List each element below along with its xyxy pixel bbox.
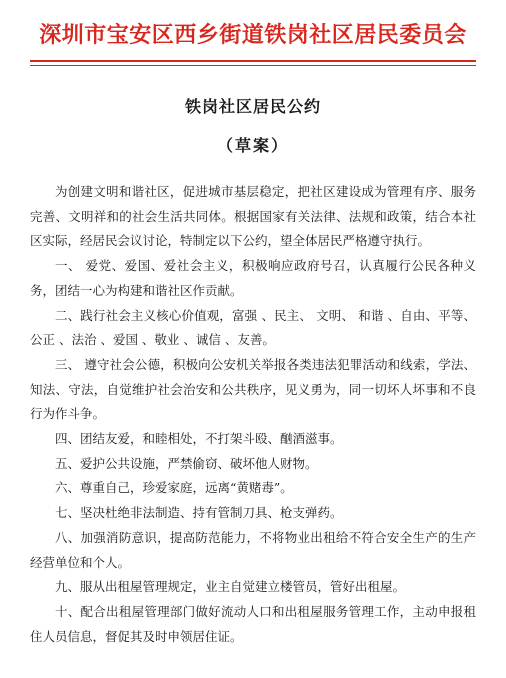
letterhead-org-name: 深圳市宝安区西乡街道铁岗社区居民委员会 [39, 23, 467, 48]
article-1: 一、 爱党、爱国、爱社会主义，积极响应政府号召，认真履行公民各种义务，团结一心为构建和谐社区作贡献。 [30, 258, 476, 298]
letterhead-divider-thick [30, 60, 476, 62]
letterhead-divider-thin [30, 65, 476, 66]
article-9: 九、服从出租屋管理规定，业主自觉建立楼管员，管好出租屋。 [55, 579, 406, 595]
preamble-paragraph: 为创建文明和谐社区，促进城市基层稳定，把社区建设成为管理有序、服务完善、文明祥和的社会生活共同体。根据国家有关法律、法规和政策，结合本社区实际，经居民会议讨论，特制定以下公约，望全体居民严格遵守执行。 [30, 184, 476, 249]
article-5: 五、爱护公共设施，严禁偷窃、破坏他人财物。 [55, 455, 318, 471]
article-6: 六、尊重自己，珍爱家庭，远离“黄赌毒”。 [55, 480, 293, 496]
article-8: 八、加强消防意识，提高防范能力，不将物业出租给不符合安全生产的生产经营单位和个人。 [30, 529, 476, 570]
article-3: 三、 遵守社会公德，积极向公安机关举报各类违法犯罪活动和线索，学法、知法、守法，自觉维护社会治安和公共秩序，见义勇为，同一切坏人坏事和不良行为作斗争。 [30, 356, 476, 422]
article-4: 四、团结友爱，和睦相处，不打架斗殴、酗酒滋事。 [55, 431, 343, 447]
article-2: 二、践行社会主义核心价值观，富强 、民主、 文明、 和谐 、自由、平等、公正 、法治 、爱国 、敬业 、诚信 、友善。 [30, 307, 476, 348]
document-subtitle: （草案） [216, 136, 289, 155]
article-10: 十、配合出租屋管理部门做好流动人口和出租屋服务管理工作，主动申报租住人员信息，督促其及时申领居住证。 [30, 603, 476, 644]
document-body [30, 180, 476, 649]
document-title: 铁岗社区居民公约 [184, 97, 321, 116]
article-7: 七、坚决杜绝非法制造、持有管制刀具、枪支弹药。 [55, 505, 343, 521]
